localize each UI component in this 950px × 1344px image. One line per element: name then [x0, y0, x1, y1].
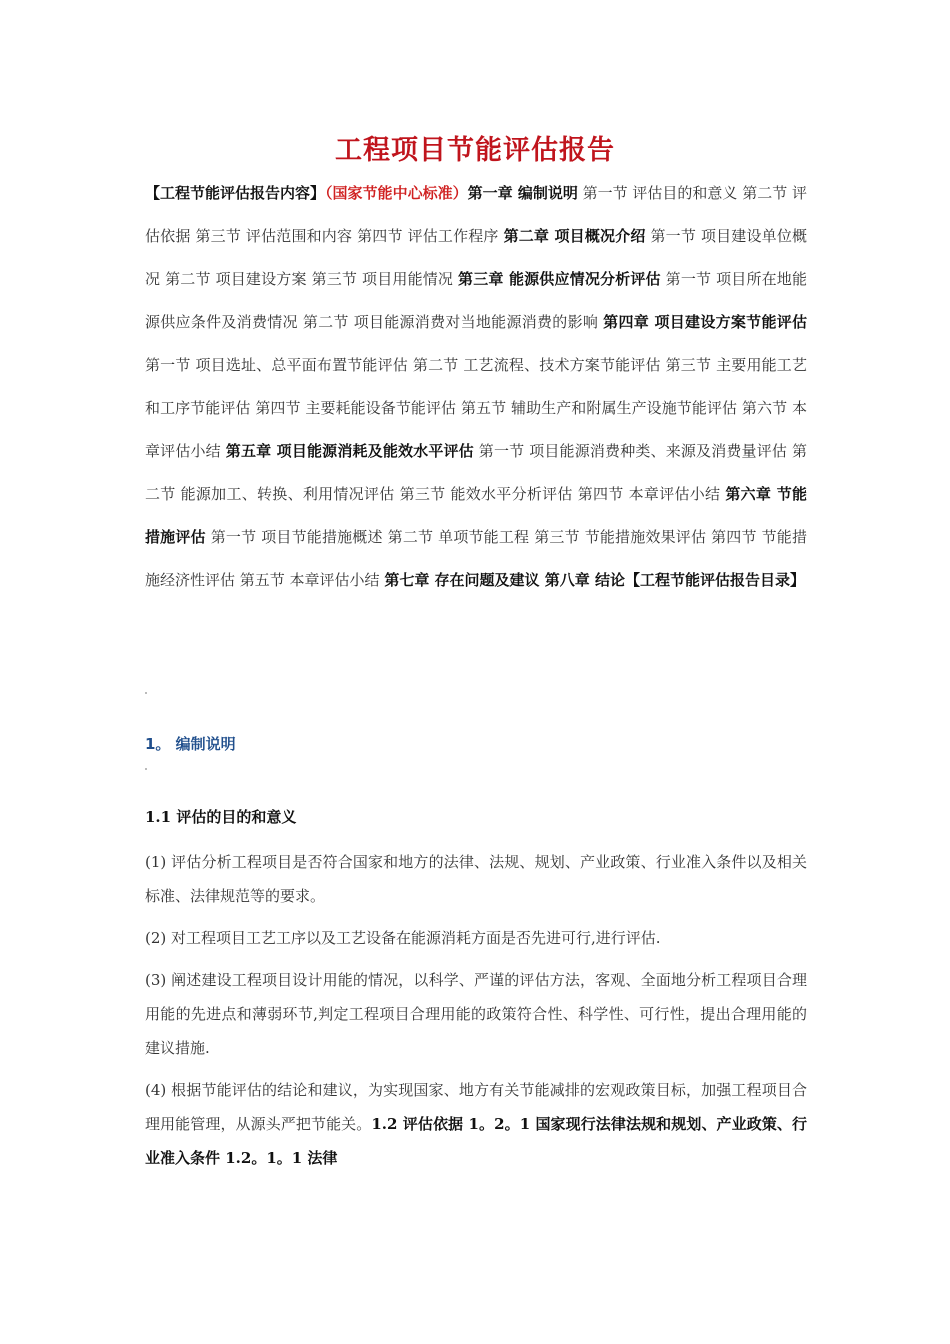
section-heading: 1。 编制说明 [145, 735, 236, 753]
paragraph: (3) 阐述建设工程项目设计用能的情况，以科学、严谨的评估方法，客观、全面地分析工程项目合理用能的先进点和薄弱环节,判定工程项目合理用能的政策符合性、科学性、可行性，提出合理用能的建议措施. [145, 971, 807, 1057]
table-of-contents [145, 172, 807, 602]
separator-mark [145, 692, 147, 694]
document-title: 工程项目节能评估报告 [335, 135, 615, 166]
toc-run: 第一节 项目选址、总平面布置节能评估 第二节 工艺流程、技术方案节能评估 第三节 主要用能工艺和工序节能评估 第四节 主要耗能设备节能评估 第五节 辅助生产和附属生产设施节能评估 第六节 本章评估小结 [145, 356, 807, 460]
toc-run: 【工程节能评估报告内容】 [145, 184, 326, 202]
toc-run: 第一节 评估目的和意义 第二节 评估依据 第三节 评估范围和内容 第四节 评估工作程序 [145, 184, 807, 245]
subsection-heading: 1.1 评估的目的和意义 [145, 808, 297, 826]
paragraph-bold-heading: 1.2 评估依据 1。2。1 国家现行法律法规和规划、产业政策、行业准入条件 1.2。1。1 法律 [145, 1115, 807, 1167]
toc-run: 第四章 项目建设方案节能评估 [603, 313, 807, 331]
paragraph: (2) 对工程项目工艺工序以及工艺设备在能源消耗方面是否先进可行,进行评估. [145, 929, 661, 947]
toc-run: 第一节 项目节能措施概述 第二节 单项节能工程 第三节 节能措施效果评估 第四节 节能措施经济性评估 第五节 本章评估小结 [145, 528, 807, 589]
body-text [145, 845, 807, 1183]
paragraph [145, 1073, 807, 1175]
separator-mark [145, 768, 147, 770]
toc-run: （国家节能中心标准） [325, 184, 468, 202]
toc-run: 第二章 项目概况介绍 [503, 227, 646, 245]
toc-run: 第一章 编制说明 [467, 184, 578, 202]
paragraph-text: (4) 根据节能评估的结论和建议，为实现国家、地方有关节能减排的宏观政策目标，加强工程项目合理用能管理，从源头严把节能关。 [145, 1081, 807, 1133]
toc-run: 第一节 项目建设单位概况 第二节 项目建设方案 第三节 项目用能情况 [145, 227, 807, 288]
toc-run: 第五章 项目能源消耗及能效水平评估 [225, 442, 474, 460]
toc-run: 第三章 能源供应情况分析评估 [458, 270, 661, 288]
paragraph: (1) 评估分析工程项目是否符合国家和地方的法律、法规、规划、产业政策、行业准入条件以及相关标准、法律规范等的要求。 [145, 853, 807, 905]
toc-run: 第七章 存在问题及建议 第八章 结论【工程节能评估报告目录】 [384, 571, 805, 589]
toc-run: 第六章 节能措施评估 [145, 485, 807, 546]
toc-run: 第一节 项目所在地能源供应条件及消费情况 第二节 项目能源消费对当地能源消费的影响 [145, 270, 807, 331]
toc-run: 第一节 项目能源消费种类、来源及消费量评估 第二节 能源加工、转换、利用情况评估 第三节 能效水平分析评估 第四节 本章评估小结 [145, 442, 807, 503]
